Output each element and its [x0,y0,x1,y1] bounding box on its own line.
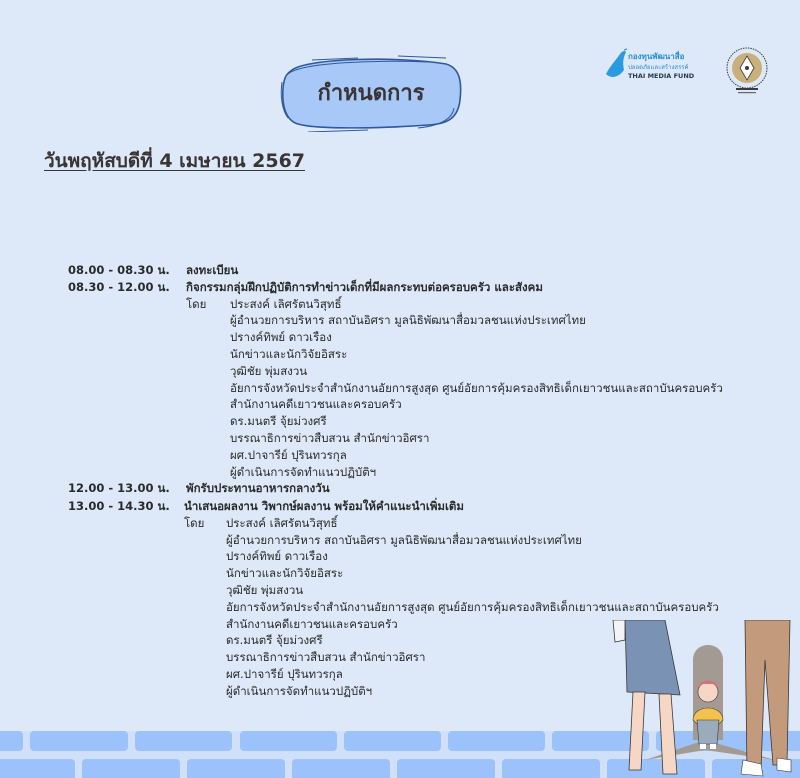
speaker-line: บรรณาธิการข่าวสืบสวน สำนักข่าวอิศรา [226,650,426,665]
title-badge [278,52,464,132]
speaker-line: สำนักงานคดีเยาวชนและครอบครัว [226,616,398,631]
logo-line-1: กองทุนพัฒนาสื่อ [628,52,685,61]
speaker-line: ผู้อำนวยการบริหาร สถาบันอิศรา มูลนิธิพัฒนาสื่อมวลชนแห่งประเทศไทย [230,313,586,328]
isra-institute-logo [722,46,772,98]
time-slot: 13.00 - 14.30 น. [68,499,170,513]
speaker-line: นักข่าวและนักวิจัยอิสระ [230,346,348,361]
activity: พักรับประทานอาหารกลางวัน [186,481,330,496]
speaker-line: อัยการจังหวัดประจำสำนักงานอัยการสูงสุด ศูนย์อัยการคุ้มครองสิทธิเด็กเยาวชนและสถาบันครอบครัว [230,380,723,395]
speaker-line: ปรางค์ทิพย์ ดาวเรือง [230,330,332,345]
speaker-line: บรรณาธิการข่าวสืบสวน สำนักข่าวอิศรา [230,430,430,445]
page-title: กำหนดการ [317,80,425,106]
thai-media-fund-logo [604,48,696,88]
time-slot: 12.00 - 13.00 น. [68,481,170,496]
activity: ลงทะเบียน [186,263,239,277]
speaker-line: อัยการจังหวัดประจำสำนักงานอัยการสูงสุด ศูนย์อัยการคุ้มครองสิทธิเด็กเยาวชนและสถาบันครอบครัว [226,599,719,614]
speaker-line: ประสงค์ เลิศรัตนวิสุทธิ์ [230,296,342,311]
by-label: โดย [186,296,207,311]
activity: กิจกรรมกลุ่มฝึกปฏิบัติการทำข่าวเด็กที่มีผลกระทบต่อครอบครัว และสังคม [186,279,543,294]
speaker-line: วุฒิชัย พุ่มสงวน [230,363,308,378]
speaker-line: นักข่าวและนักวิจัยอิสระ [226,566,344,581]
activity: นำเสนอผลงาน วิพากษ์ผลงาน พร้อมให้คำแนะนำเพิ่มเติม [184,499,464,513]
dove-icon [604,48,628,84]
child-hiding-illustration [605,620,800,778]
speaker-line: ผศ.ปาจารีย์ ปุรินทวรกุล [226,666,343,681]
logo-line-2: ปลอดภัยและสร้างสรรค์ [628,64,689,71]
speaker-line: วุฒิชัย พุ่มสงวน [226,582,304,597]
date-heading: วันพฤหัสบดีที่ 4 เมษายน 2567 [44,150,306,172]
time-slot: 08.00 - 08.30 น. [68,263,170,277]
logo-line-3: THAI MEDIA FUND [628,72,695,80]
speaker-line: ผู้อำนวยการบริหาร สถาบันอิศรา มูลนิธิพัฒนาสื่อมวลชนแห่งประเทศไทย [226,532,582,547]
speaker-line: สำนักงานคดีเยาวชนและครอบครัว [230,397,402,412]
time-slot: 08.30 - 12.00 น. [68,279,170,294]
speaker-line: ผศ.ปาจารีย์ ปุรินทวรกุล [230,447,347,462]
speaker-line: ประสงค์ เลิศรัตนวิสุทธิ์ [226,515,338,530]
speaker-line: ปรางค์ทิพย์ ดาวเรือง [226,549,328,564]
speaker-line: ดร.มนตรี จุ้ยม่วงศรี [230,414,327,429]
pen-nib-emblem-icon [722,46,772,98]
speaker-line: ดร.มนตรี จุ้ยม่วงศรี [226,633,323,648]
by-label: โดย [184,515,205,530]
speaker-line: ผู้ดำเนินการจัดทำแนวปฏิบัติฯ [230,464,377,479]
speaker-line: ผู้ดำเนินการจัดทำแนวปฏิบัติฯ [226,683,373,698]
